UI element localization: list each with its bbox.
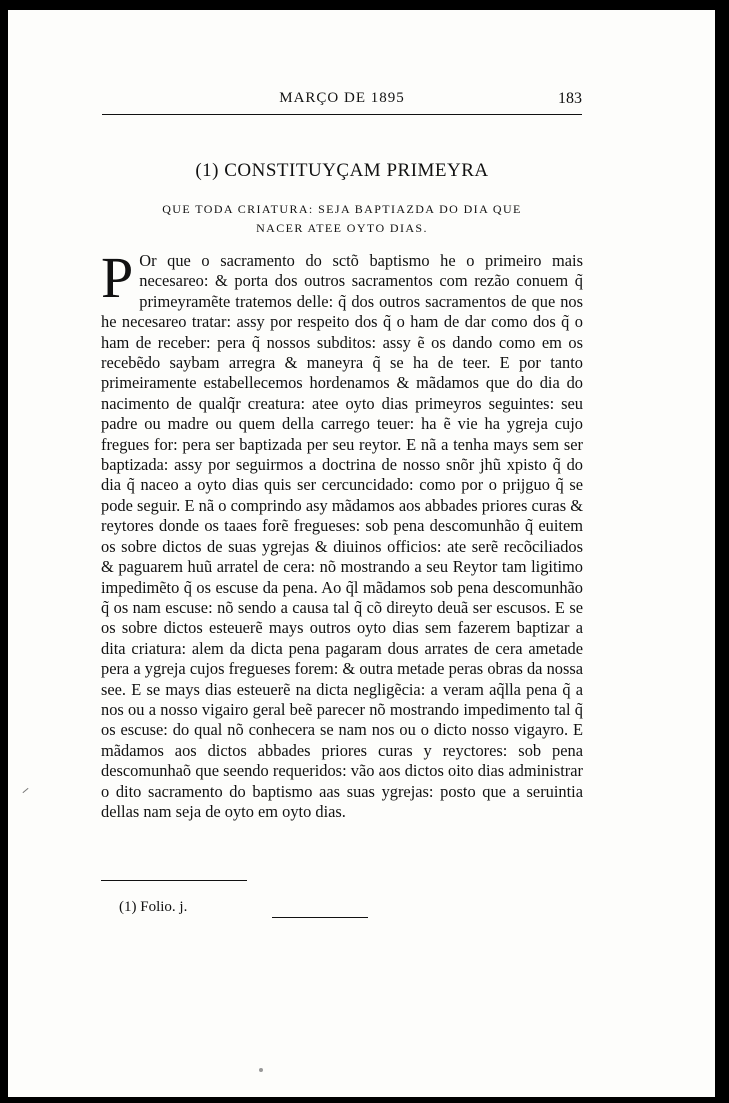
body-text (101, 245, 583, 822)
footnote: (1) Folio. j. (119, 899, 188, 915)
paper-speck (259, 1068, 263, 1072)
page-header (102, 90, 582, 116)
header-rule (102, 114, 582, 115)
section-title: (1) CONSTITUYÇAM PRIMEYRA (195, 160, 489, 181)
section-subtitle: QUE TODA CRIATURA: SEJA BAPTIAZDA DO DIA QUE NACER ATEE OYTO DIAS. (162, 202, 522, 235)
body-paragraph-text: Or que o sacramento do sctõ baptismo he o primeiro mais necesareo: & porta dos outros sacramentos com rezão conuem q̃ primeyramẽte tratemos delle: q̃ dos outros sacramentos de que nos he necesareo tratar: assy por respeito dos q̃ o ham de dar como dos q̃ o ham de receber: pera q̃ nossos subditos: assy ẽ os dando como em os recebẽdo saybam arregra & maneyra q̃ se ha de teer. E por tanto primeiramente estabellecemos hordenamos & mãdamos que do dia do nacimento de qualq̃r creatura: atee oyto dias primeyros seguintes: seu padre ou madre ou quem della carrego teuer: ha ẽ vie ha ygreja cujo fregues for: pera ser baptizada per seu reytor. E nã a tenha mays sem ser baptizada: assy por seguirmos a doctrina de nosso snõr jhũ xpisto q̃ do dia q̃ naceo a oyto dias quis ser cercuncidado: como por o prijguo q̃ se pode seguir. E nã o comprindo asy mãdamos aos abbades priores curas & reytores donde os taaes forẽ fregueses: sob pena descomunhão q̃ euitem os sobre dictos de suas ygrejas & diuinos officios: ate serẽ recõciliados & paguarem huũ arratel de cera: nõ mostrando a seu Reytor tam ligitimo impedimẽto q̃ os escuse da pena. Ao q̃l mãdamos sob pena descomunhão q̃ os nam escuse: nõ sendo a causa tal q̃ cõ direyto deuã ser escusos. E se os sobre dictos esteuerẽ mays outros oyto dias sem fazerem baptizar a dita criatura: alem da dicta pena pagaram dous arrates de cera ametade pera a ygreja cujos fregueses forem: & outra metade peras obras da nossa see. E se mays dias esteuerẽ na dicta negligẽcia: a veram aq̃lla pena q̃ a nos ou a nosso vigairo geral beẽ parecer nõ mostrando impedimento tal q̃ os escuse: do qual nõ conhecera se nam nos ou o dicto nosso vigayro. E mãdamos aos dictos abbades priores curas y reyctores: sob pena descomunhaõ que seendo requeridos: vão aos dictos oito dias administrar o dito sacramento do baptismo aas suas ygrejas: posto que a seruintia dellas nam seja de oyto em oyto dias. (101, 251, 583, 821)
running-head: MARÇO DE 1895 (279, 90, 405, 106)
end-rule (272, 917, 368, 918)
page-number: 183 (558, 90, 582, 107)
footnote-rule (101, 880, 247, 881)
drop-cap: P (101, 245, 134, 310)
body-paragraph (101, 245, 583, 822)
